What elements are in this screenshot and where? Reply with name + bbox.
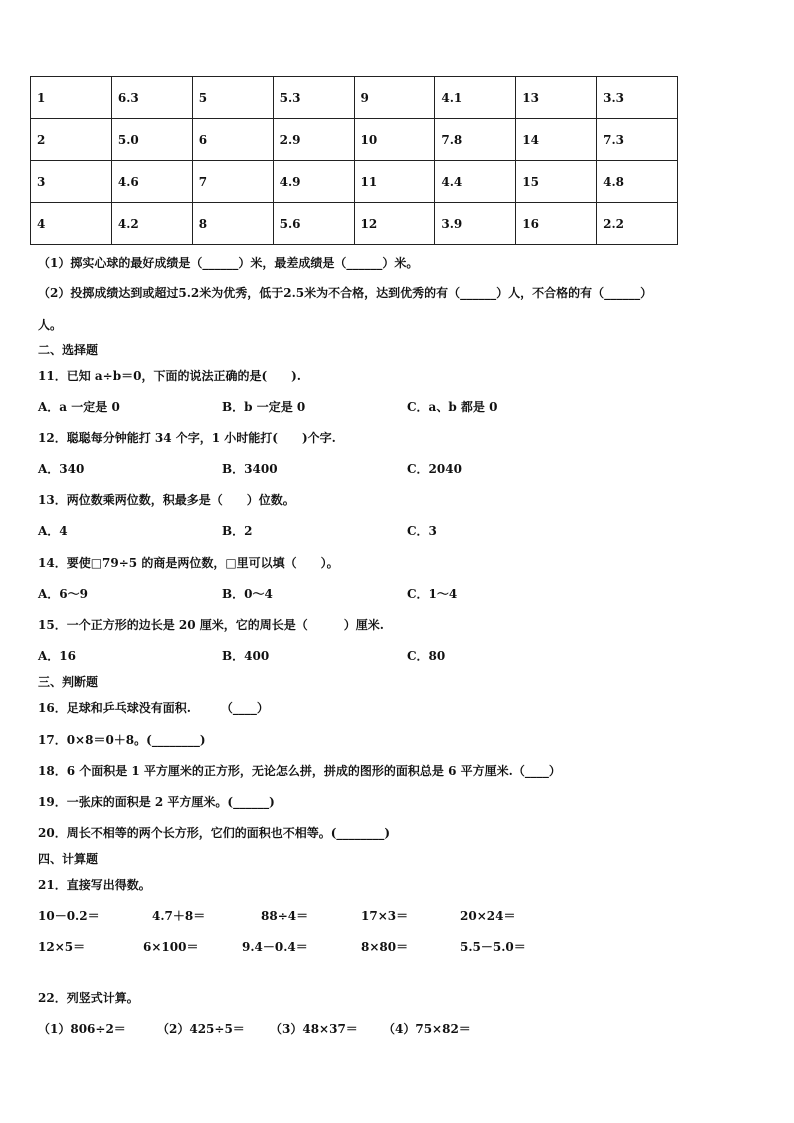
question-21: 21．直接写出得数。: [38, 878, 151, 892]
option-a: A．a 一定是 0: [38, 400, 120, 414]
table-cell: 14: [516, 119, 597, 161]
table-cell: 5.3: [273, 77, 354, 119]
question-18: 18．6 个面积是 1 平方厘米的正方形，无论怎么拼，拼成的图形的面积总是 6 平方厘米.（____）: [38, 764, 561, 778]
calc-item: 6×100＝: [143, 940, 199, 954]
table-row: [31, 161, 678, 203]
option-c: C．80: [407, 649, 446, 663]
option-a: A．4: [38, 524, 68, 538]
calc-item: 10－0.2＝: [38, 909, 100, 923]
option-a: A．340: [38, 462, 85, 476]
sub-question-2-continued: 人。: [38, 318, 63, 332]
calc-item: 5.5－5.0＝: [460, 940, 526, 954]
table-cell: 5: [192, 77, 273, 119]
question-11: 11．已知 a÷b＝0，下面的说法正确的是( ).: [38, 369, 301, 383]
table-cell: 2.2: [597, 203, 678, 245]
table-cell: 8: [192, 203, 273, 245]
table-cell: 7: [192, 161, 273, 203]
question-22: 22．列竖式计算。: [38, 991, 139, 1005]
calc-item: （1）806÷2＝: [38, 1022, 126, 1036]
table-cell: 3.9: [435, 203, 516, 245]
table-cell: 2.9: [273, 119, 354, 161]
question-14: 14．要使□79÷5 的商是两位数，□里可以填（ ）。: [38, 556, 339, 570]
calc-item: 4.7＋8＝: [152, 909, 206, 923]
question-20: 20．周长不相等的两个长方形，它们的面积也不相等。(________): [38, 826, 391, 840]
table-cell: 11: [354, 161, 435, 203]
question-19: 19．一张床的面积是 2 平方厘米。(______): [38, 795, 275, 809]
option-b: B．3400: [222, 462, 278, 476]
table-cell: 3: [31, 161, 112, 203]
table-cell: 6: [192, 119, 273, 161]
calc-item: 12×5＝: [38, 940, 86, 954]
calc-item: 20×24＝: [460, 909, 516, 923]
score-table: [30, 76, 678, 245]
table-cell: 4: [31, 203, 112, 245]
table-cell: 15: [516, 161, 597, 203]
option-c: C．a、b 都是 0: [407, 400, 498, 414]
section-title-judgement: 三、判断题: [38, 675, 99, 689]
calc-item: 9.4－0.4＝: [242, 940, 308, 954]
table-cell: 12: [354, 203, 435, 245]
table-cell: 10: [354, 119, 435, 161]
question-13: 13．两位数乘两位数，积最多是（ ）位数。: [38, 493, 295, 507]
table-cell: 7.3: [597, 119, 678, 161]
sub-question-1: （1）掷实心球的最好成绩是（______）米，最差成绩是（______）米。: [38, 256, 419, 270]
table-cell: 4.8: [597, 161, 678, 203]
option-c: C．1～4: [407, 587, 458, 601]
calc-item: 8×80＝: [361, 940, 409, 954]
option-c: C．3: [407, 524, 437, 538]
table-row: [31, 77, 678, 119]
table-cell: 4.9: [273, 161, 354, 203]
table-cell: 9: [354, 77, 435, 119]
calc-item: 17×3＝: [361, 909, 409, 923]
option-c: C．2040: [407, 462, 462, 476]
question-12: 12．聪聪每分钟能打 34 个字，1 小时能打( )个字.: [38, 431, 336, 445]
table-cell: 4.2: [111, 203, 192, 245]
table-cell: 16: [516, 203, 597, 245]
table-cell: 4.1: [435, 77, 516, 119]
question-15: 15．一个正方形的边长是 20 厘米，它的周长是（ ）厘米.: [38, 618, 384, 632]
sub-question-2: （2）投掷成绩达到或超过5.2米为优秀，低于2.5米为不合格，达到优秀的有（______）人，不合格的有（______）: [38, 286, 653, 300]
table-cell: 6.3: [111, 77, 192, 119]
table-cell: 1: [31, 77, 112, 119]
table-row: [31, 119, 678, 161]
option-a: A．16: [38, 649, 77, 663]
table-cell: 5.6: [273, 203, 354, 245]
option-b: B．400: [222, 649, 270, 663]
table-cell: 4.4: [435, 161, 516, 203]
table-cell: 7.8: [435, 119, 516, 161]
table-cell: 5.0: [111, 119, 192, 161]
calc-item: （4）75×82＝: [383, 1022, 471, 1036]
table-cell: 2: [31, 119, 112, 161]
option-b: B．0～4: [222, 587, 273, 601]
table-row: [31, 203, 678, 245]
table-cell: 4.6: [111, 161, 192, 203]
option-a: A．6～9: [38, 587, 89, 601]
section-title-calculation: 四、计算题: [38, 852, 99, 866]
table-cell: 13: [516, 77, 597, 119]
calc-item: （2）425÷5＝: [157, 1022, 245, 1036]
option-b: B．2: [222, 524, 253, 538]
calc-item: （3）48×37＝: [270, 1022, 358, 1036]
section-title-choice: 二、选择题: [38, 343, 99, 357]
question-17: 17．0×8＝0＋8。(________): [38, 733, 206, 747]
calc-item: 88÷4＝: [261, 909, 309, 923]
option-b: B．b 一定是 0: [222, 400, 306, 414]
table-cell: 3.3: [597, 77, 678, 119]
question-16: 16．足球和乒乓球没有面积. （____）: [38, 701, 269, 715]
